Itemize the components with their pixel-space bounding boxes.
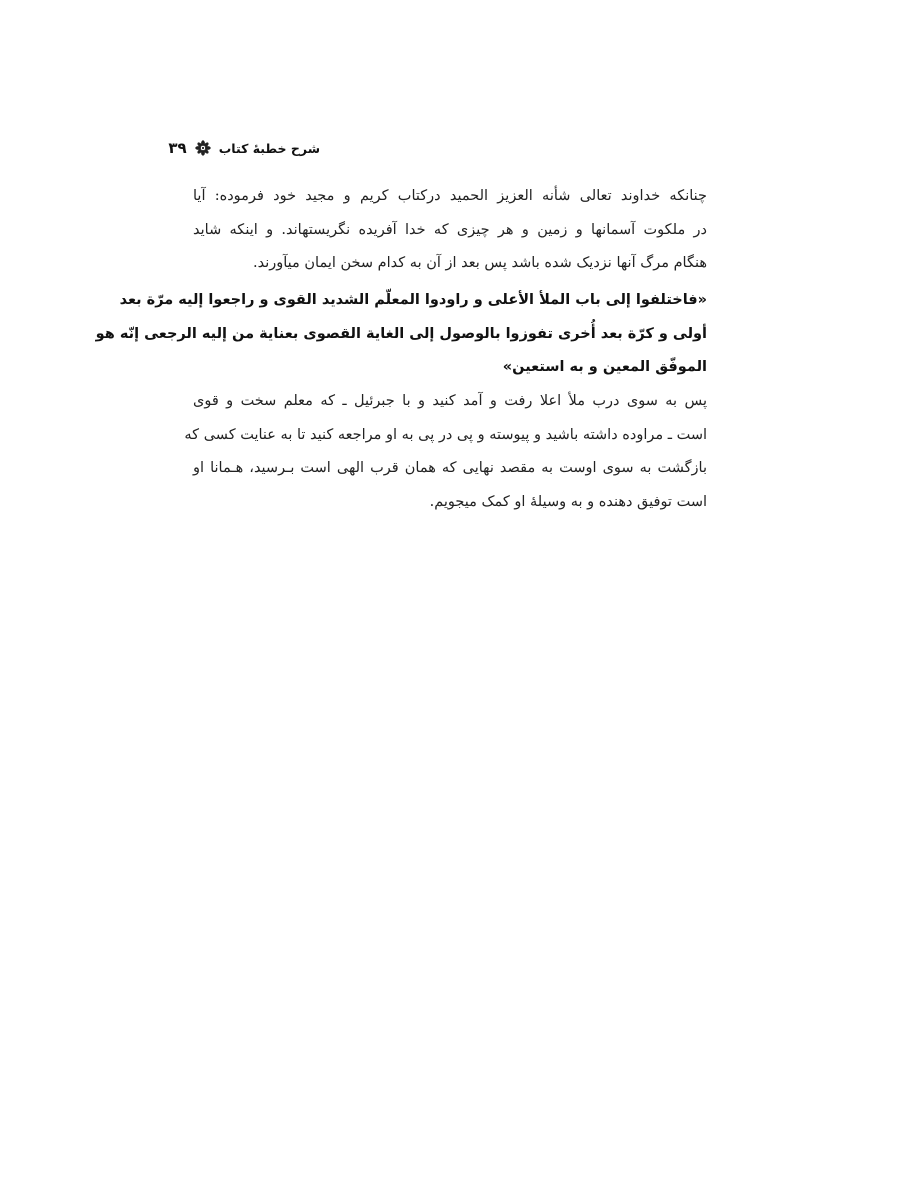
quote-line: الموفّق المعين و به استعين» [502,359,707,375]
arabic-quote [95,284,707,385]
flower-ornament-icon [195,140,211,156]
quote-line: «فاختلفوا إلى باب الملأ الأعلى و راودوا المعلّم الشديد القوى و راجعوا إليه مرّة بعد [119,292,707,308]
running-head-title: شرح خطبهٔ کتاب [218,140,320,156]
quote-line: أولى و كرّة بعد أُخرى تفوزوا بالوصول إلى الغاية القصوى بعناية من إليه الرجعى إنّه هو [95,325,707,342]
intro-line: چنانکه خداوند تعالی شأنه العزیز الحمید درکتاب کریم و مجید خود فرموده: آیا [193,188,707,204]
intro-paragraph [193,180,707,281]
translation-line: بازگشت به سوی اوست به مقصد نهایی که همان قرب الهی است بـرسید، هـمانا او [193,460,707,476]
intro-line: در ملکوت آسمانها و زمین و هر چیزی که خدا آفریده نگریستهاند. و اینکه شاید [193,221,707,238]
translation-line: است توفیق دهنده و به وسیلهٔ او کمک میجویم. [429,493,707,510]
translation-line: است ـ مراوده داشته باشید و پیوسته و پی در پی به او مراجعه کنید تا به عنایت کسی که [184,426,707,443]
intro-line: هنگام مرگ آنها نزدیک شده باشد پس بعد از آن به کدام سخن ایمان میآورند. [252,255,707,271]
translation-paragraph [184,385,707,519]
translation-line: پس به سوی درب ملأ اعلا رفت و آمد کنید و با جبرئیل ـ که معلم سخت و قوی [193,393,707,409]
running-head [168,136,320,160]
page-number: ۳۹ [168,139,187,157]
